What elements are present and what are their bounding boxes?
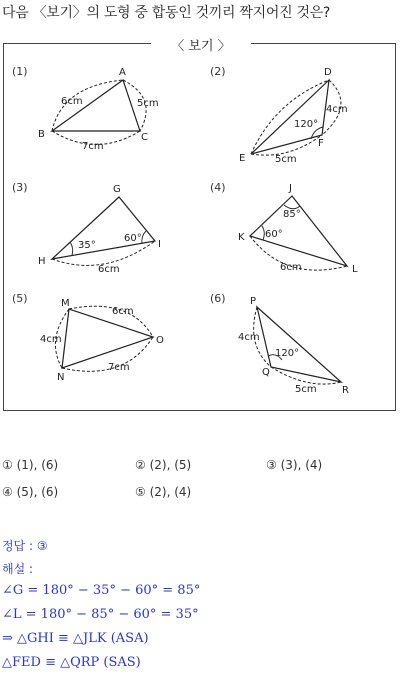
figure-6-number: (6) <box>210 292 226 305</box>
vertex-label: D <box>324 67 332 78</box>
side-label: 7cm <box>108 362 130 373</box>
figure-2 <box>251 80 341 155</box>
choice-4[interactable] <box>2 485 58 499</box>
figure-5-number: (5) <box>12 292 28 305</box>
choice-text: (1), (6) <box>16 458 59 472</box>
side-label: 4cm <box>40 334 62 345</box>
vertex-label: J <box>289 183 292 194</box>
explanation-line: ∠L = 180° − 85° − 60° = 35° <box>2 607 199 622</box>
vertex-label: G <box>113 184 121 195</box>
choice-1[interactable] <box>2 458 58 472</box>
vertex-label: K <box>238 232 245 243</box>
vertex-label: A <box>119 67 126 78</box>
choice-3[interactable] <box>266 458 322 472</box>
figure-1-number: (1) <box>12 65 28 78</box>
choice-text: (5), (6) <box>16 485 59 499</box>
vertex-label: O <box>156 335 164 346</box>
explanation-line: △FED ≡ △QRP (SAS) <box>2 655 141 670</box>
vertex-label: L <box>352 264 358 275</box>
figure-5 <box>55 306 153 371</box>
vertex-label: F <box>318 138 324 149</box>
figure-4-number: (4) <box>210 181 226 194</box>
figure-3 <box>52 197 155 265</box>
side-label: 5cm <box>275 154 297 165</box>
figure-2-number: (2) <box>210 65 226 78</box>
choice-mark: ⑤ <box>135 485 146 499</box>
vertex-label: N <box>57 372 65 383</box>
vertex-label: R <box>342 385 349 396</box>
choice-2[interactable] <box>135 458 191 472</box>
vertex-label: I <box>158 239 161 250</box>
choice-mark: ③ <box>266 458 277 472</box>
choice-mark: ④ <box>2 485 13 499</box>
choice-text: (2), (5) <box>149 458 192 472</box>
choice-text: (3), (4) <box>280 458 323 472</box>
angle-label: 60° <box>124 233 142 244</box>
side-label: 6cm <box>61 96 83 107</box>
explanation-line: ∠G = 180° − 35° − 60° = 85° <box>2 583 201 598</box>
angle-label: 120° <box>294 119 319 130</box>
choice-mark: ② <box>135 458 146 472</box>
angle-label: 35° <box>78 240 96 251</box>
explanation-title: 해설 : <box>2 562 34 576</box>
example-box-title: 〈 보기 〉 <box>151 35 251 54</box>
figure-3-number: (3) <box>12 181 28 194</box>
answer-label: 정답 : ③ <box>2 539 48 553</box>
side-label: 4cm <box>238 332 260 343</box>
angle-label: 85° <box>283 209 301 220</box>
vertex-label: C <box>141 132 148 143</box>
explanation-line: ⇒ △GHI ≡ △JLK (ASA) <box>2 631 149 646</box>
vertex-label: P <box>250 296 257 307</box>
vertex-label: H <box>38 256 46 267</box>
angle-label: 120° <box>275 348 300 359</box>
side-label: 7cm <box>82 141 104 152</box>
vertex-label: Q <box>262 367 270 378</box>
choice-5[interactable] <box>135 485 191 499</box>
side-label: 5cm <box>137 98 159 109</box>
vertex-label: E <box>239 153 246 164</box>
figure-1 <box>52 80 146 145</box>
vertex-label: B <box>38 129 45 140</box>
side-label: 4cm <box>326 104 348 115</box>
angle-label: 60° <box>265 229 283 240</box>
side-label: 6cm <box>112 306 134 317</box>
question-text: 다음 〈보기〉의 도형 중 합동인 것끼리 짝지어진 것은? <box>2 5 331 21</box>
choice-text: (2), (4) <box>149 485 192 499</box>
vertex-label: M <box>61 298 70 309</box>
side-label: 6cm <box>98 264 120 275</box>
choice-mark: ① <box>2 458 13 472</box>
side-label: 6cm <box>280 262 302 273</box>
side-label: 5cm <box>295 384 317 395</box>
